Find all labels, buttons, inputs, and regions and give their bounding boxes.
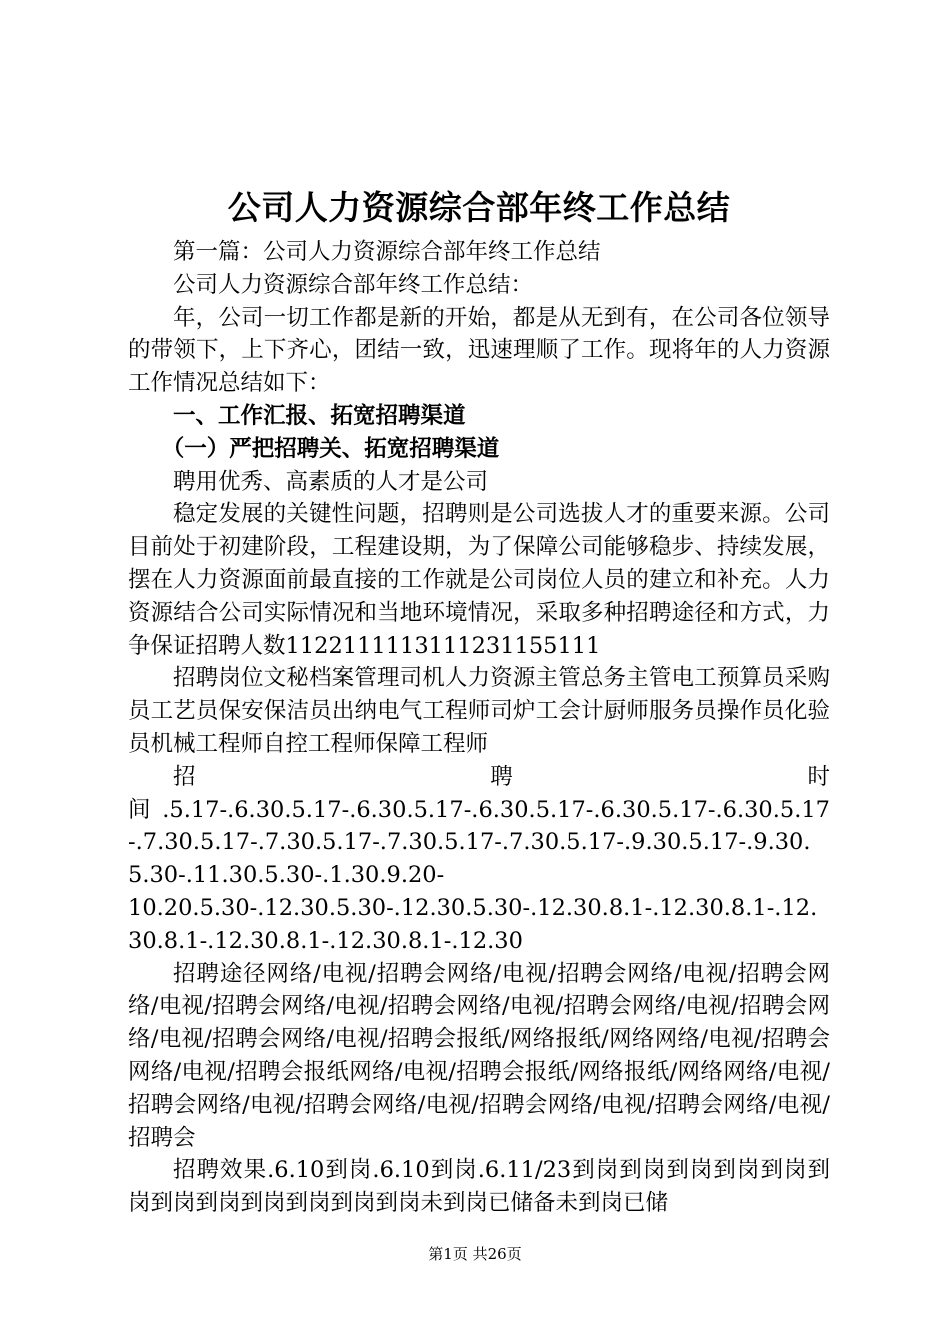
paragraph-recruit-time-dates-2: 10.20.5.30-.12.30.5.30-.12.30.5.30-.12.30.8.1-.12.30.8.1-.12.30.8.1-.12.30.8.1-.12.30.8.1-.12.30 xyxy=(128,894,818,954)
paragraph-recruit-results: 招聘效果.6.10到岗.6.10到岗.6.11/23到岗到岗到岗到岗到岗到岗到岗到岗到岗到岗到岗到岗未到岗已储备未到岗已储 xyxy=(128,1157,830,1217)
document-page xyxy=(128,0,830,1344)
paragraph-recruit-channels: 招聘途径网络/电视/招聘会网络/电视/招聘会网络/电视/招聘会网络/电视/招聘会网络/电视/招聘会网络/电视/招聘会网络/电视/招聘会网络/电视/招聘会网络/电视/招聘会报纸/网络报纸/网络网络/电视/招聘会网络/电视/招聘会报纸网络/电视/招聘会报纸/网络报纸/网络网络/电视/招聘会网络/电视/招聘会网络/电视/招聘会网络/电视/招聘会网络/电视/招聘会 xyxy=(128,960,830,1151)
document-body xyxy=(128,236,830,1220)
paragraph-recruit-time-spread xyxy=(128,761,830,794)
document-title: 公司人力资源综合部年终工作总结 xyxy=(227,188,731,227)
paragraph-recruit-body: 稳定发展的关键性问题，招聘则是公司选拔人才的重要来源。公司目前处于初建阶段，工程建设期，为了保障公司能够稳步、持续发展，摆在人力资源面前最直接的工作就是公司岗位人员的建立和补充。人力资源结合公司实际情况和当地环境情况，采取多种招聘途径和方式，力争保证招聘人数1122111113111231155111 xyxy=(128,501,830,659)
subsection-heading-1: （一）严把招聘关、拓宽招聘渠道 xyxy=(161,435,500,462)
paragraph-recruit-time-dates: 间.5.17-.6.30.5.17-.6.30.5.17-.6.30.5.17-.6.30.5.17-.6.30.5.17-.7.30.5.17-.7.30.5.17-.7.30.5.17-.7.30.5.17-.9.30.5.17-.9.30.5.30-.11.30.5.30-.1.30.9.20- xyxy=(128,796,830,889)
paragraph-chapter-heading: 第一篇：公司人力资源综合部年终工作总结 xyxy=(173,239,601,265)
recruit-time-char-3: 时 xyxy=(807,763,830,790)
recruit-time-char-1: 招 xyxy=(173,763,196,790)
paragraph-subtitle: 公司人力资源综合部年终工作总结： xyxy=(173,271,534,298)
paragraph-recruit-intro: 聘用优秀、高素质的人才是公司 xyxy=(173,468,489,495)
paragraph-recruit-positions: 招聘岗位文秘档案管理司机人力资源主管总务主管电工预算员采购员工艺员保安保洁员出纳电气工程师司炉工会计厨师服务员操作员化验员机械工程师自控工程师保障工程师 xyxy=(128,665,830,757)
paragraph-intro: 年，公司一切工作都是新的开始，都是从无到有，在公司各位领导的带领下，上下齐心，团结一致，迅速理顺了工作。现将年的人力资源工作情况总结如下： xyxy=(128,304,830,397)
recruit-time-char-2: 聘 xyxy=(490,763,513,790)
section-heading-1: 一、工作汇报、拓宽招聘渠道 xyxy=(173,402,466,429)
page-footer: 第1页 共26页 xyxy=(428,1245,522,1263)
